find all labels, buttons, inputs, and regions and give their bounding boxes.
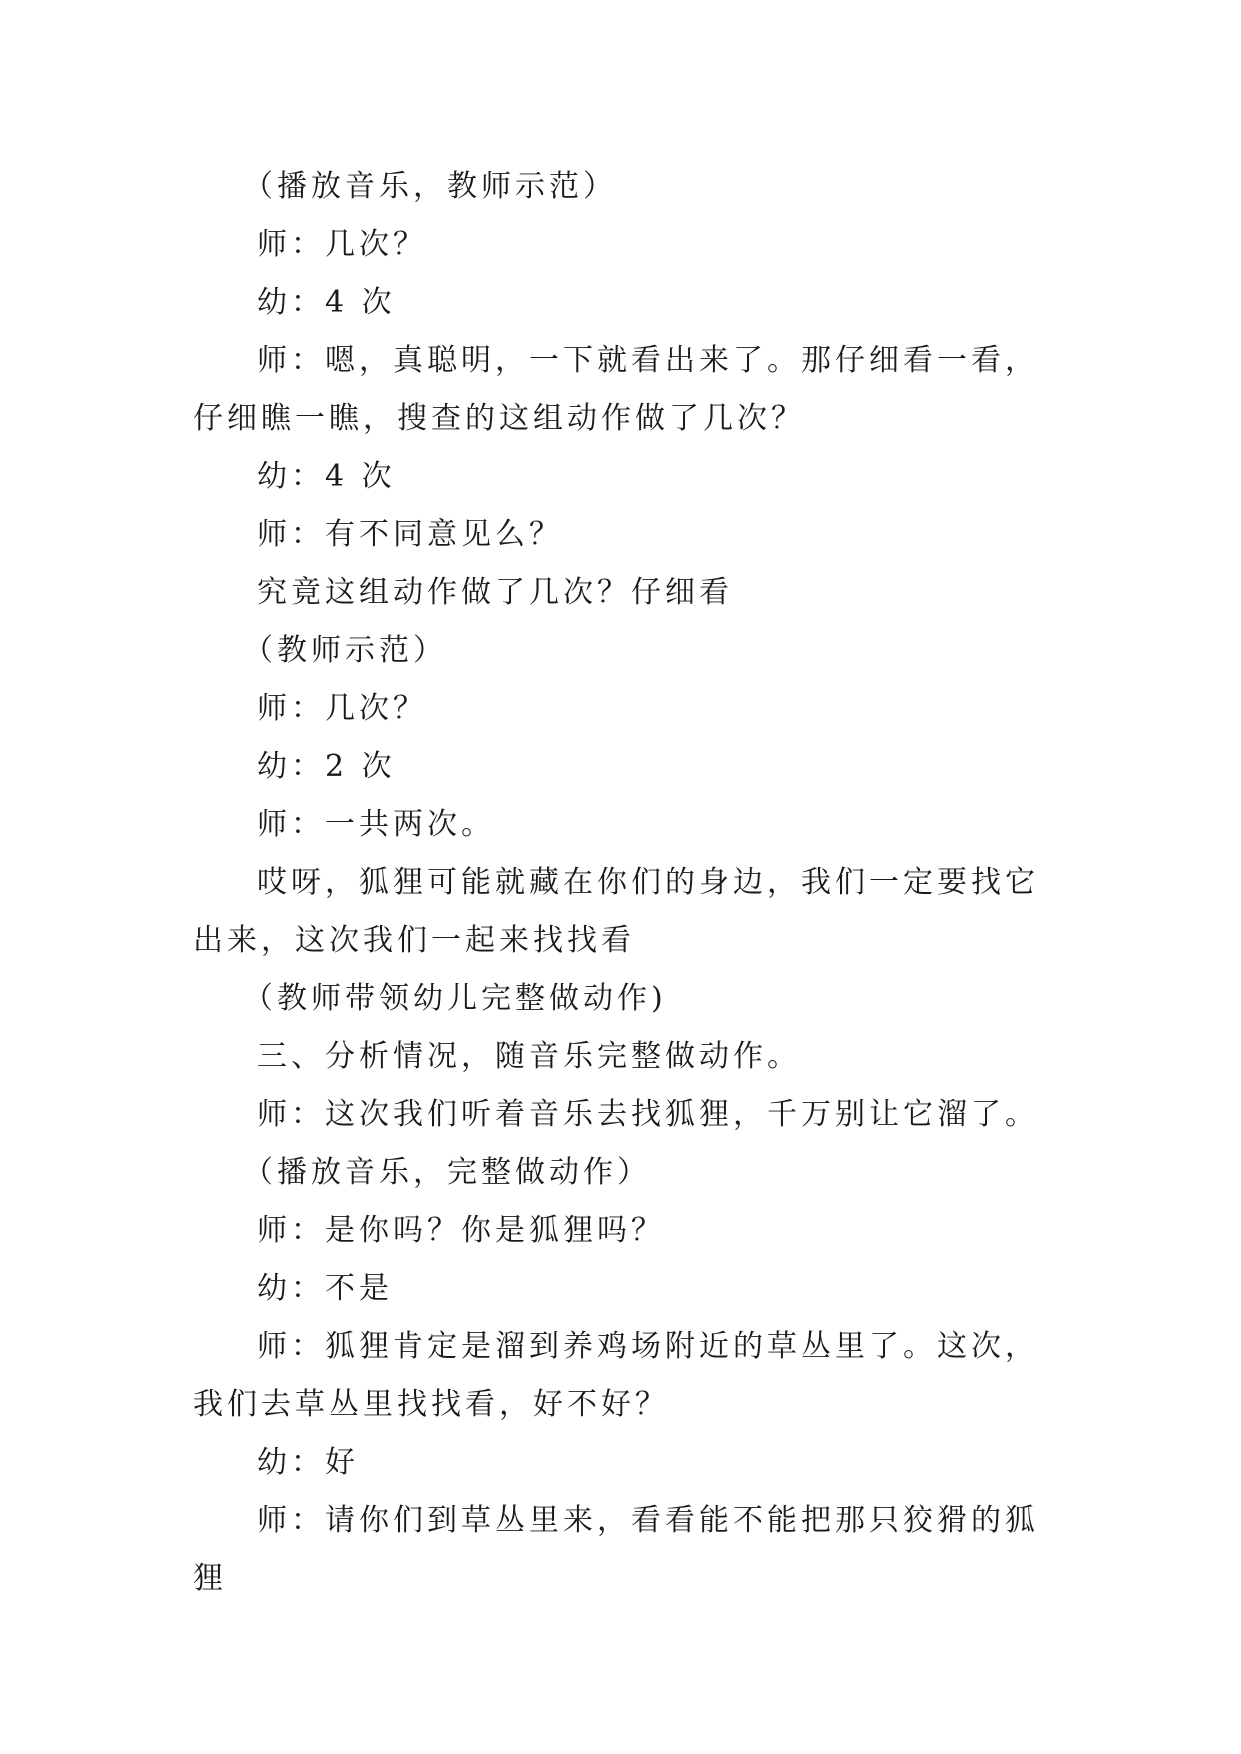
paragraph: 究竟这组动作做了几次？仔细看 xyxy=(257,575,733,610)
paragraph: 幼：4 次 xyxy=(257,285,396,320)
paragraph: 师：狐狸肯定是溜到养鸡场附近的草丛里了。这次，我们去草丛里找找看，好不好？ xyxy=(193,1329,1039,1422)
paragraph: 师：请你们到草丛里来，看看能不能把那只狡猾的狐狸 xyxy=(193,1503,1039,1596)
paragraph: （播放音乐，教师示范） xyxy=(243,169,617,204)
paragraph: 师：有不同意见么？ xyxy=(257,517,563,552)
paragraph: 师：一共两次。 xyxy=(257,807,495,842)
paragraph: 幼：不是 xyxy=(257,1271,393,1306)
paragraph: 三、分析情况，随音乐完整做动作。 xyxy=(257,1039,801,1074)
paragraph: 师：这次我们听着音乐去找狐狸，千万别让它溜了。 xyxy=(257,1097,1039,1132)
paragraph: 师：嗯，真聪明，一下就看出来了。那仔细看一看，仔细瞧一瞧，搜查的这组动作做了几次？ xyxy=(193,343,1039,436)
paragraph: （教师示范） xyxy=(243,633,447,668)
paragraph: 师：几次？ xyxy=(257,227,427,262)
paragraph: 师：是你吗？你是狐狸吗？ xyxy=(257,1213,665,1248)
document-body xyxy=(193,158,1053,1608)
paragraph: 幼：好 xyxy=(257,1445,359,1480)
paragraph: （播放音乐，完整做动作） xyxy=(243,1155,651,1190)
paragraph: （教师带领幼儿完整做动作) xyxy=(243,981,667,1016)
paragraph: 幼：2 次 xyxy=(257,749,396,784)
paragraph: 幼：4 次 xyxy=(257,459,396,494)
paragraph: 师：几次？ xyxy=(257,691,427,726)
paragraph: 哎呀，狐狸可能就藏在你们的身边，我们一定要找它出来，这次我们一起来找找看 xyxy=(193,865,1039,958)
